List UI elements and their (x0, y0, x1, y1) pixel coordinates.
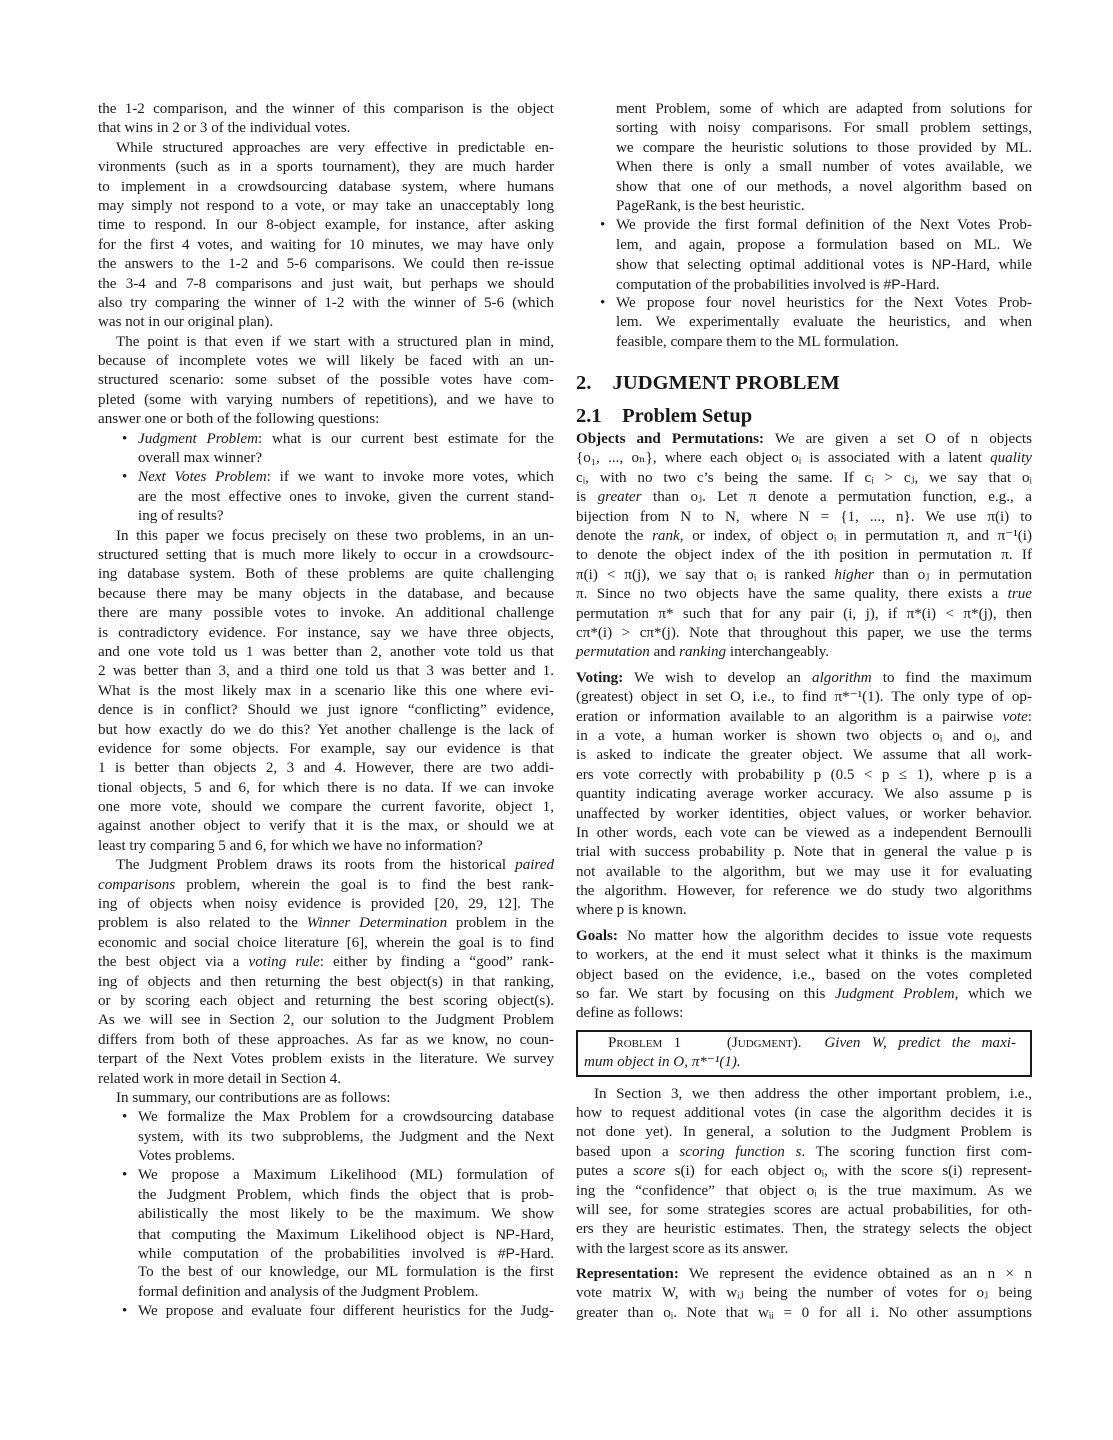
right-column (576, 100, 1032, 1323)
text-line: permutation π* such that for any pair (i, j), if π*(i) < π*(j), then (576, 605, 1032, 622)
text-line: the Judgment Problem, which finds the object that is prob- (138, 1186, 554, 1203)
text-line: • We formalize the Max Problem for a crowdsourcing database (98, 1108, 554, 1127)
text-line: putes a score s(i) for each object oᵢ, with the score s(i) represent- (576, 1163, 1032, 1180)
text-line: permutation and ranking interchangeably. (576, 644, 830, 661)
text-line: economic and social choice literature [6], wherein the goal is to find (98, 934, 554, 951)
text-line: computation of the probabilities involved is #P-Hard. (616, 275, 940, 293)
text-line: • We propose a Maximum Likelihood (ML) formulation of (98, 1166, 554, 1185)
text-line: system, with its two subproblems, the Judgment and the Next (138, 1128, 554, 1145)
text-line: ers they are heuristic estimates. Then, the strategy selects the object (576, 1221, 1032, 1238)
text-line: feasible, compare them to the ML formulation. (616, 333, 899, 350)
text-line: eration or information available to an algorithm is a pairwise vote: (576, 708, 1032, 725)
text-line: As we will see in Section 2, our solution to the Judgment Problem (98, 1012, 554, 1029)
text-line: structured setting that is much more likely to occur in a crowdsourc- (98, 546, 554, 563)
bullet-icon: • (600, 217, 606, 234)
text-line: trial with success probability p. Note that in general the value p is (576, 844, 1032, 861)
text-line: not available to the algorithm, but we may use it for evaluating (576, 863, 1032, 880)
text-line: that computing the Maximum Likelihood object is NP-Hard, (138, 1225, 554, 1243)
text-line: The Judgment Problem draws its roots from the historical paired (116, 857, 554, 874)
text-line: bijection from N to N, where N = {1, ..., n}. We use π(i) to (576, 508, 1032, 525)
text-line: • We provide the first formal definition of the Next Votes Prob- (576, 216, 1032, 235)
text-line: may simply not respond to a vote, or may take an unacceptably long (98, 197, 554, 214)
paragraph-objects-permutations (576, 430, 1032, 663)
text-line: answer one or both of the following questions: (98, 411, 380, 428)
text-line: structured scenario: some subset of the possible votes have com- (98, 372, 554, 389)
text-line: quantity indicating average worker accuracy. We also assume p is (576, 786, 1032, 803)
text-line: terpart of the Next Votes problem exists in the literature. We survey (98, 1051, 554, 1068)
text-line: for the first 4 votes, and waiting for 10 minutes, we may have only (98, 236, 554, 253)
text-line: mum object in O, π*⁻¹(1). (584, 1054, 741, 1071)
text-line: abilistically the most likely to be the maximum. We show (138, 1206, 554, 1223)
questions-list (98, 430, 554, 527)
left-column (98, 100, 554, 1322)
text-line: we compare the heuristic solutions to those provided by ML. (616, 139, 1032, 156)
text-line: 2 was better than 3, and a third one told us that 3 was better and 1. (98, 663, 554, 680)
paragraph-representation (576, 1265, 1032, 1323)
text-line: the 3-4 and 7-8 comparisons and just wait, but perhaps we should (98, 275, 554, 292)
paragraph-point (98, 333, 554, 430)
text-line: ment Problem, some of which are adapted from solutions for (616, 101, 1032, 117)
term: Next Votes Problem (138, 469, 267, 486)
text-line: is contradictory evidence. For instance, say we have three objects, (98, 624, 554, 641)
paragraph-label: Objects and Permutations: (576, 431, 765, 448)
text-line: vote matrix W, with wᵢⱼ being the number of votes for oⱼ being (576, 1285, 1032, 1302)
text-line: sorting with noisy comparisons. For small problem settings, (616, 120, 1032, 137)
bullet-icon: • (122, 430, 128, 447)
paragraph-tournament-end (98, 100, 554, 139)
paragraph-section3 (576, 1085, 1032, 1260)
text-line: unaffected by worker identities, object values, or worker behavior. (576, 805, 1032, 822)
text-line: because of incomplete votes we will likely be faced with an un- (98, 353, 554, 370)
text-line: the answers to the 1-2 and 5-6 comparisons. We could then re-issue (98, 256, 554, 273)
text-line: show that selecting optimal additional votes is NP-Hard, while (616, 256, 1033, 274)
text-line: In Section 3, we then address the other important problem, i.e., (594, 1085, 1032, 1102)
paragraph-label: Representation: (576, 1266, 679, 1283)
paragraph-label: Voting: (576, 669, 624, 686)
text-line: Representation: We represent the evidence obtained as an n × n (576, 1266, 1032, 1283)
text-line: ing database system. Both of these problems are quite challenging (98, 566, 554, 583)
text-line: show that one of our methods, a novel algorithm based on (616, 178, 1032, 195)
text-line: PageRank, is the best heuristic. (616, 197, 805, 214)
text-line: with the largest score as its answer. (576, 1240, 789, 1257)
text-line: object based on the evidence, i.e., based on the votes completed (576, 966, 1032, 983)
text-line: or by scoring each object and returning the best scoring object(s). (98, 992, 554, 1009)
text-line: that wins in 2 or 3 of the individual votes. (98, 120, 351, 137)
text-line: denote the rank, or index, of object oᵢ in permutation π, and π⁻¹(i) (576, 528, 1032, 545)
text-line: ing of results? (138, 508, 224, 525)
text-line: comparisons problem, wherein the goal is to find the best rank- (98, 876, 554, 893)
text-line: to workers, at the end it must select what it thinks is the maximum (576, 947, 1032, 964)
text-line: will see, for some strategies scores are actual probabilities, for oth- (576, 1201, 1032, 1218)
problem-definition-box (576, 1030, 1032, 1077)
paragraph-label: Goals: (576, 927, 618, 944)
text-line: • Judgment Problem: what is our current best estimate for the (98, 430, 554, 449)
text-line: cπ*(i) > cπ*(j). Note that throughout this paper, we use the terms (576, 624, 1032, 641)
text-line: is asked to indicate the greater object. We assume that all work- (576, 747, 1032, 764)
text-line: Voting: We wish to develop an algorithm to find the maximum (576, 669, 1032, 686)
text-line: overall max winner? (138, 450, 263, 467)
text-line: based upon a scoring function s. The scoring function first com- (576, 1143, 1033, 1160)
text-line: lem, and again, propose a formulation based on ML. We (616, 236, 1032, 253)
text-line: and one vote told us 1 was better than 2, another vote told us that (98, 643, 554, 660)
text-line: What is the most likely max in a scenario like this one where evi- (98, 682, 554, 699)
text-line: In other words, each vote can be viewed as a independent Bernoulli (576, 824, 1032, 841)
bullet-icon: • (122, 1167, 128, 1184)
text-line: the 1-2 comparison, and the winner of this comparison is the object (98, 101, 554, 117)
text-line: so far. We start by focusing on this Judgment Problem, which we (576, 986, 1032, 1003)
term: Judgment Problem (138, 430, 258, 447)
text-line: the best object via a voting rule: either by finding a “good” rank- (98, 954, 554, 971)
text-line: • We propose and evaluate four different heuristics for the Judg- (98, 1302, 554, 1321)
text-line: vironments (such as in a sports tournament), they are much harder (98, 159, 554, 176)
text-line: related work in more detail in Section 4. (98, 1070, 342, 1087)
list-item-next-votes-problem (98, 468, 554, 526)
text-line: to denote the object index of the ith position in permutation π. If (576, 547, 1032, 564)
text-line: ers vote correctly with probability p (0.5 < p ≤ 1), where p is a (576, 766, 1032, 783)
text-line: while computation of the probabilities involved is #P-Hard. (138, 1245, 554, 1263)
text-line: lem. We experimentally evaluate the heuristics, and when (616, 314, 1032, 331)
text-line: define as follows: (576, 1005, 684, 1022)
text-line: Objects and Permutations: We are given a set O of n objects (576, 431, 1032, 448)
list-item-contribution (98, 1302, 554, 1321)
text-line: Votes problems. (138, 1148, 235, 1165)
text-line: • We propose four novel heuristics for the Next Votes Prob- (576, 294, 1032, 313)
list-item-contribution (576, 216, 1032, 294)
text-line: Problem 1 (Judgment). Given W, predict the maxi- (608, 1034, 1017, 1051)
text-line: Goals: No matter how the algorithm decides to issue vote requests (576, 927, 1032, 944)
text-line: least try comparing 5 and 6, for which we have no information? (98, 837, 483, 854)
contributions (98, 1089, 554, 1322)
text-line: are the most effective ones to invoke, given the current stand- (138, 488, 554, 505)
text-line: cᵢ, with no two c’s being the same. If cᵢ > cⱼ, we say that oᵢ (576, 469, 1032, 486)
text-line: ing of objects and then returning the best object(s) in that ranking, (98, 973, 554, 990)
text-line: {o₁, ..., oₙ}, where each object oᵢ is associated with a latent quality (576, 450, 1032, 467)
paragraph-roots (98, 856, 554, 1089)
text-line: differs from both of these approaches. As far as we know, no coun- (98, 1031, 554, 1048)
paragraph-structured-approaches (98, 139, 554, 333)
text-line: problem is also related to the Winner Determination problem in the (98, 915, 554, 932)
paragraph-focus (98, 527, 554, 857)
text-line: (greatest) object in set O, i.e., to find π*⁻¹(1). The only type of op- (576, 689, 1032, 706)
text-line: tional objects, 5 and 6, for which there is no data. If we can invoke (98, 779, 554, 796)
bullet-icon: • (122, 1303, 128, 1320)
text-line: the algorithm. However, for reference we do study two algorithms (576, 883, 1032, 900)
text-line: The point is that even if we start with a structured plan in mind, (116, 333, 554, 350)
text-line: but how exactly do we do this? Yet another challenge is the lack of (98, 721, 554, 738)
text-line: not done yet). In general, a solution to the Judgment Problem is (576, 1124, 1032, 1141)
text-line: one more vote, should we compare the current favorite, object 1, (98, 799, 554, 816)
text-line: While structured approaches are very effective in predictable en- (116, 139, 554, 156)
text-line: there are many possible votes to invoke. An additional challenge (98, 605, 554, 622)
list-item-contribution (98, 1166, 554, 1302)
text-line: 1 is better than objects 2, 3 and 4. However, there are two addi- (98, 760, 554, 777)
text-line: because there may be many objects in the database, and because (98, 585, 554, 602)
text-line: evidence for some objects. For example, say our evidence is that (98, 740, 554, 757)
text-line: formal definition and analysis of the Judgment Problem. (138, 1283, 479, 1300)
text-line: in a vote, a human worker is shown two objects oᵢ and oⱼ, and (576, 727, 1032, 744)
list-item-judgment-problem (98, 430, 554, 469)
section-heading: 2. JUDGMENT PROBLEM (576, 372, 840, 395)
text-line: is greater than oⱼ. Let π denote a permutation function, e.g., a (576, 489, 1033, 506)
text-line: ing of objects when noisy evidence is provided [20, 29, 12]. The (98, 896, 554, 913)
list-item-contribution (98, 1108, 554, 1166)
problem-label: Problem 1 (608, 1034, 682, 1051)
text-line: • Next Votes Problem: if we want to invoke more votes, which (98, 468, 554, 487)
bullet-icon: • (122, 1109, 128, 1126)
paragraph-goals (576, 927, 1032, 1024)
subsection-heading: 2.1 Problem Setup (576, 405, 753, 428)
text-line: In this paper we focus precisely on these two problems, in an un- (116, 527, 554, 544)
text-line: also try comparing the winner of 1-2 with the winner of 5-6 (which (98, 294, 554, 311)
text-line: time to respond. In our 8-object example, for instance, after asking (98, 217, 554, 234)
text-line: against another object to verify that it is the max, or should we at (98, 818, 554, 835)
bullet-icon: • (122, 469, 128, 486)
text-line: π(i) < π(j), we say that oᵢ is ranked higher than oⱼ in permutation (576, 566, 1032, 583)
problem-name: (Judgment). (726, 1034, 802, 1051)
summary-intro: In summary, our contributions are as follows: (116, 1089, 391, 1106)
text-line: pleted (some with varying numbers of repetitions), and we have to (98, 391, 554, 408)
text-line: dence is in conflict? Should we just ignore “conflicting” evidence, (98, 702, 554, 719)
text-line: ing the “confidence” that object oᵢ is the true maximum. As we (576, 1182, 1032, 1199)
text-line: π. Since no two objects have the same quality, there exists a true (576, 586, 1032, 603)
text-line: how to request additional votes (in case the algorithm decides it is (576, 1104, 1032, 1121)
paragraph-voting (576, 669, 1032, 921)
text-line: To the best of our knowledge, our ML formulation is the first (138, 1264, 554, 1281)
text-line: greater than oᵢ. Note that wᵢᵢ = 0 for all i. No other assumptions (576, 1304, 1032, 1321)
text-line: When there is only a small number of votes available, we (616, 159, 1032, 176)
list-item-contribution-continued (576, 100, 1032, 216)
text-line: to implement in a crowdsourcing database system, where humans (98, 178, 554, 195)
text-line: where p is known. (576, 902, 687, 919)
list-item-contribution (576, 294, 1032, 352)
text-line: was not in our original plan). (98, 314, 274, 331)
bullet-icon: • (600, 294, 606, 311)
